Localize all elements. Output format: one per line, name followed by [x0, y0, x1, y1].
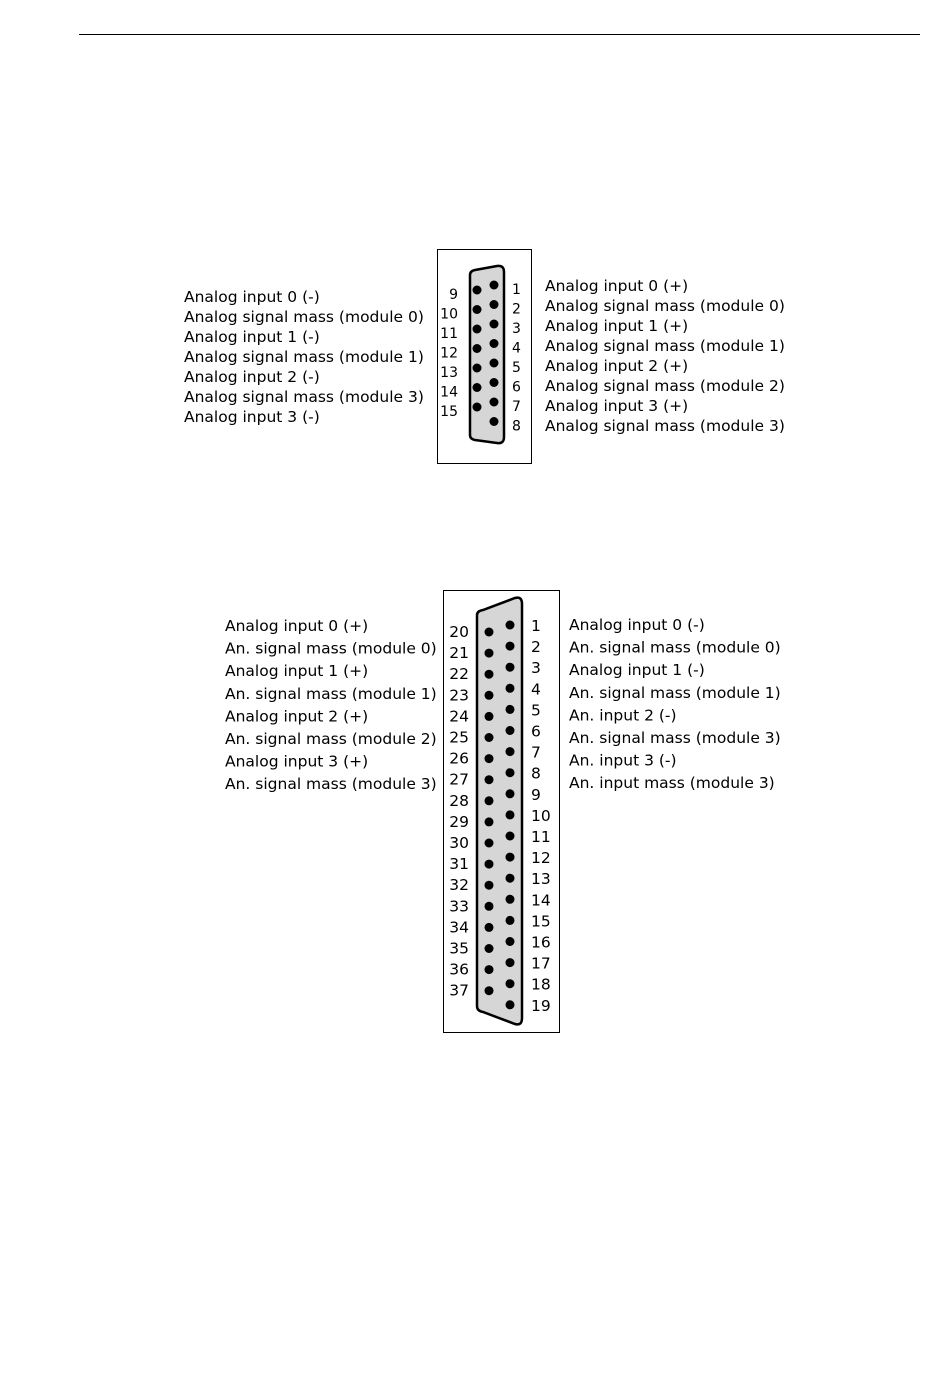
- connector-37-left-label: An. signal mass (module 2): [225, 730, 437, 748]
- connector-15-diagram: [0, 0, 950, 520]
- connector-37-pin-number: 19: [531, 996, 551, 1015]
- connector-15-left-label: Analog signal mass (module 0): [184, 308, 424, 326]
- connector-37-pin-dot: [506, 810, 515, 819]
- connector-15-left-label: Analog input 3 (-): [184, 408, 320, 426]
- connector-15-pin-dot: [473, 383, 482, 392]
- connector-15-pin-number: 6: [512, 379, 521, 396]
- connector-15-pin-number: 4: [512, 340, 521, 357]
- connector-37-pin-dot: [485, 902, 494, 911]
- connector-37-pin-number: 21: [449, 644, 469, 663]
- connector-15-pin-dot: [490, 359, 499, 368]
- connector-37-pin-dot: [485, 712, 494, 721]
- connector-37-left-label: Analog input 0 (+): [225, 617, 369, 635]
- connector-37-pin-dot: [506, 832, 515, 841]
- connector-37-pin-number: 2: [531, 638, 541, 657]
- connector-37-pin-dot: [485, 944, 494, 953]
- connector-37-left-label: An. signal mass (module 1): [225, 684, 437, 703]
- connector-37-pin-number: 33: [449, 897, 469, 916]
- connector-15-right-label: Analog input 0 (+): [545, 277, 689, 295]
- connector-37-pin-number: 36: [449, 960, 469, 979]
- connector-37-pin-dot: [485, 754, 494, 763]
- connector-37-right-label: An. signal mass (module 0): [569, 638, 781, 657]
- connector-37-right-label: An. input mass (module 3): [569, 774, 775, 793]
- connector-15-pin-number: 7: [512, 399, 521, 415]
- connector-37-pin-number: 30: [449, 834, 469, 852]
- connector-37-shell: [477, 598, 522, 1025]
- connector-15-pin-number: 14: [440, 384, 458, 401]
- connector-37-pin-number: 4: [531, 680, 541, 699]
- connector-15-pin-number: 5: [512, 360, 521, 376]
- connector-37-pin-dot: [485, 649, 494, 658]
- connector-37-pin-number: 25: [449, 728, 469, 747]
- connector-37-pin-number: 1: [531, 617, 541, 635]
- connector-15-pin-number: 11: [440, 326, 458, 342]
- connector-37-pin-dot: [485, 923, 494, 932]
- connector-37-left-label: An. signal mass (module 3): [225, 775, 437, 794]
- connector-37-right-label: Analog input 0 (-): [569, 616, 705, 634]
- connector-37-pin-dot: [506, 916, 515, 925]
- connector-15-pin-dot: [473, 305, 482, 314]
- connector-15-pin-dot: [473, 364, 482, 373]
- connector-37-pin-number: 37: [449, 981, 469, 1000]
- connector-37-pin-dot: [506, 979, 515, 988]
- connector-15-left-label: Analog input 1 (-): [184, 328, 320, 346]
- connector-37-svg: [0, 560, 950, 1060]
- connector-37-pin-dot: [485, 839, 494, 848]
- connector-15-pin-dot: [473, 403, 482, 412]
- connector-37-pin-number: 28: [449, 791, 469, 810]
- connector-37-pin-dot: [506, 747, 515, 756]
- connector-37-pin-number: 20: [449, 623, 469, 641]
- connector-15-left-label: Analog input 2 (-): [184, 368, 320, 386]
- connector-15-pin-number: 15: [440, 404, 458, 420]
- connector-37-pin-number: 15: [531, 912, 551, 931]
- connector-37-pin-number: 3: [531, 659, 541, 678]
- connector-15-right-label: Analog signal mass (module 3): [545, 417, 785, 435]
- connector-15-pin-number: 13: [440, 365, 458, 381]
- connector-37-pin-number: 10: [531, 806, 551, 825]
- connector-15-right-label: Analog signal mass (module 2): [545, 377, 785, 395]
- connector-15-right-label: Analog input 1 (+): [545, 317, 689, 335]
- connector-15-pin-dot: [490, 320, 499, 329]
- connector-37-pin-dot: [485, 986, 494, 995]
- connector-15-right-label: Analog input 3 (+): [545, 397, 689, 415]
- connector-37-pin-number: 7: [531, 743, 541, 762]
- connector-37-pin-number: 11: [531, 828, 551, 846]
- connector-15-pin-number: 12: [440, 345, 458, 362]
- connector-37-pin-number: 29: [449, 812, 469, 831]
- connector-37-pin-dot: [485, 965, 494, 974]
- connector-37-pin-dot: [485, 691, 494, 700]
- connector-37-pin-dot: [485, 670, 494, 679]
- connector-15-pin-number: 8: [512, 418, 521, 435]
- connector-37-pin-number: 12: [531, 849, 551, 868]
- connector-15-pin-dot: [473, 286, 482, 295]
- connector-15-left-label: Analog signal mass (module 1): [184, 348, 424, 366]
- connector-37-left-label: An. signal mass (module 0): [225, 639, 437, 658]
- connector-37-pin-number: 26: [449, 749, 469, 768]
- connector-37-pin-number: 17: [531, 954, 551, 973]
- connector-37-pin-number: 35: [449, 939, 469, 958]
- connector-37-pin-dot: [485, 775, 494, 784]
- connector-37-pin-dot: [506, 726, 515, 735]
- connector-15-pin-dot: [490, 281, 499, 290]
- connector-15-pin-number: 1: [512, 282, 521, 298]
- connector-37-pin-dot: [506, 663, 515, 672]
- connector-15-pin-number: 3: [512, 321, 521, 337]
- connector-37-pin-number: 8: [531, 764, 541, 783]
- connector-15-pin-dot: [473, 344, 482, 353]
- connector-37-left-label: Analog input 2 (+): [225, 707, 369, 726]
- connector-37-pin-dot: [506, 895, 515, 904]
- connector-37-pin-dot: [485, 881, 494, 890]
- connector-37-pin-number: 34: [449, 918, 469, 937]
- connector-37-pin-number: 27: [449, 770, 469, 789]
- connector-37-pin-dot: [506, 937, 515, 946]
- connector-15-pin-dot: [490, 398, 499, 407]
- connector-37-pin-number: 6: [531, 722, 541, 741]
- connector-15-pin-dot: [490, 339, 499, 348]
- connector-15-right-label: Analog signal mass (module 0): [545, 297, 785, 315]
- connector-15-right-label: Analog input 2 (+): [545, 357, 689, 375]
- connector-37-pin-number: 22: [449, 665, 469, 684]
- connector-37-right-label: An. signal mass (module 3): [569, 729, 781, 747]
- connector-37-pin-dot: [506, 853, 515, 862]
- connector-37-pin-dot: [506, 642, 515, 651]
- connector-37-pin-dot: [506, 958, 515, 967]
- connector-37-right-label: Analog input 1 (-): [569, 661, 705, 680]
- connector-37-right-label: An. input 2 (-): [569, 706, 677, 725]
- connector-37-pin-dot: [485, 860, 494, 869]
- connector-37-right-label: An. input 3 (-): [569, 751, 677, 770]
- connector-15-pin-dot: [490, 417, 499, 426]
- connector-37-pin-number: 5: [531, 701, 541, 720]
- connector-37-pin-dot: [506, 874, 515, 883]
- connector-15-pin-number: 10: [440, 306, 458, 323]
- connector-37-pin-number: 24: [449, 707, 469, 726]
- connector-37-pin-number: 23: [449, 686, 469, 705]
- connector-37-pin-dot: [506, 1000, 515, 1009]
- connector-15-pin-dot: [473, 325, 482, 334]
- connector-37-pin-number: 18: [531, 975, 551, 994]
- connector-37-pin-dot: [485, 817, 494, 826]
- connector-15-right-label: Analog signal mass (module 1): [545, 337, 785, 355]
- connector-37-pin-dot: [506, 621, 515, 630]
- connector-37-pin-number: 9: [531, 785, 541, 804]
- connector-37-right-label: An. signal mass (module 1): [569, 683, 781, 702]
- connector-15-pin-number: 2: [512, 301, 521, 318]
- connector-37-pin-dot: [506, 768, 515, 777]
- connector-37-pin-dot: [485, 628, 494, 637]
- connector-37-pin-number: 32: [449, 876, 469, 895]
- connector-37-pin-dot: [506, 789, 515, 798]
- connector-37-pin-dot: [506, 684, 515, 693]
- connector-15-svg: [0, 0, 950, 520]
- connector-15-pin-dot: [490, 378, 499, 387]
- connector-37-pin-number: 14: [531, 891, 551, 910]
- connector-37-pin-dot: [506, 705, 515, 714]
- connector-37-pin-dot: [485, 733, 494, 742]
- connector-15-pin-number: 9: [449, 287, 458, 303]
- connector-15-left-label: Analog input 0 (-): [184, 288, 320, 306]
- connector-15-left-label: Analog signal mass (module 3): [184, 388, 424, 406]
- connector-37-left-label: Analog input 1 (+): [225, 662, 369, 681]
- connector-37-pin-number: 31: [449, 855, 469, 874]
- connector-15-pin-dot: [490, 300, 499, 309]
- connector-37-pin-dot: [485, 796, 494, 805]
- connector-37-pin-number: 13: [531, 870, 551, 889]
- connector-37-left-label: Analog input 3 (+): [225, 752, 369, 771]
- connector-37-pin-number: 16: [531, 933, 551, 952]
- connector-37-diagram: [0, 560, 950, 1060]
